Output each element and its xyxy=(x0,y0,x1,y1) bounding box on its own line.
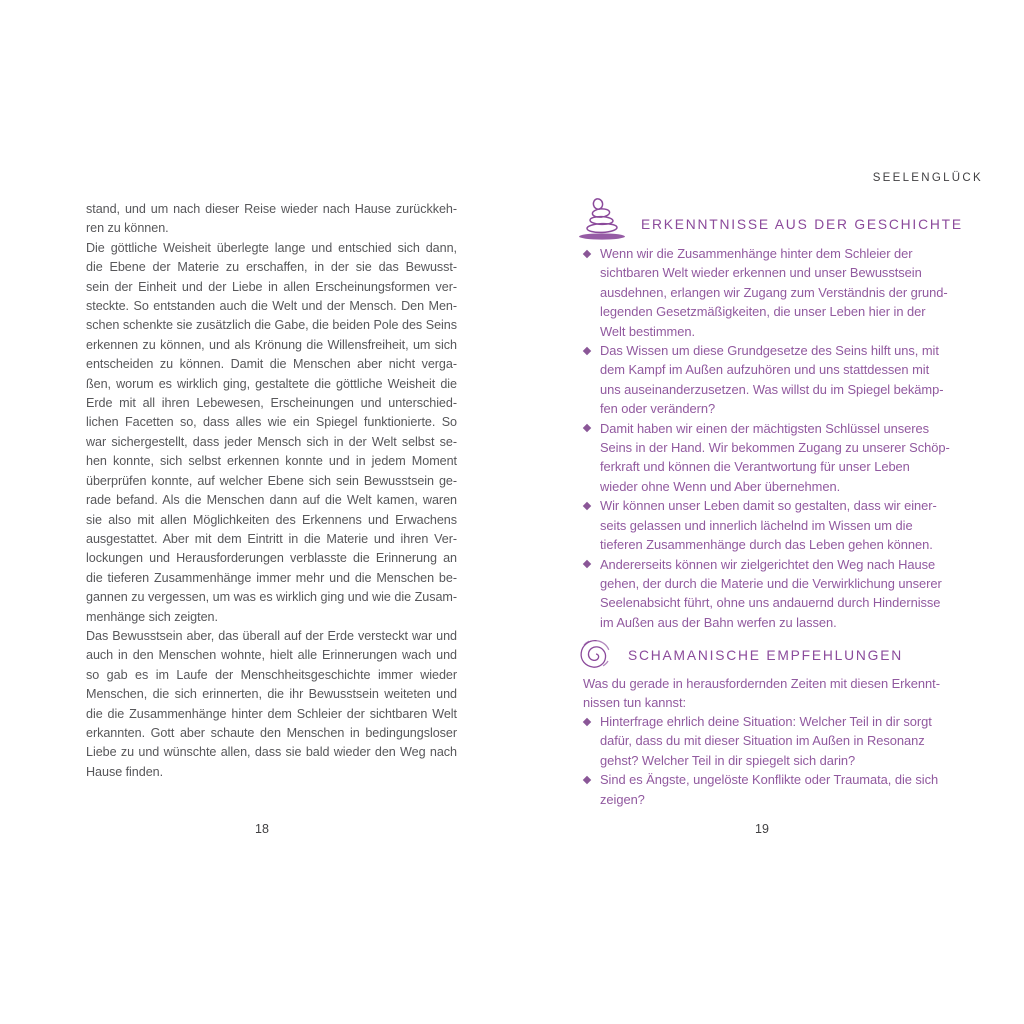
bullet-diamond-icon xyxy=(583,341,600,419)
text-line: Menschen, die sich erinnerten, die ihr Bewusstsein weiteten und xyxy=(86,687,457,702)
text-line: Seelenabsicht führt, ohne uns andauernd durch Hindernisse xyxy=(600,595,941,611)
section-heading-erkenntnisse xyxy=(577,200,963,238)
text-line: sichtbaren Welt wieder erkennen und unser Bewusstsein xyxy=(600,265,922,281)
text-line: Die göttliche Weisheit überlegte lange und entschied sich dann, xyxy=(86,240,457,255)
text-line: Wenn wir die Zusammenhänge hinter dem Schleier der xyxy=(600,246,913,261)
bullet-text xyxy=(600,770,939,809)
text-line: lichen Facetten so, dass alles wie ein Spiegel funktionierte. So xyxy=(86,415,457,430)
text-line: dafür, dass du mit dieser Situation im Außen in Resonanz xyxy=(600,733,925,749)
text-line: entscheiden zu können. Damit die Menschen aber nicht verga- xyxy=(86,357,457,372)
bullet-text xyxy=(600,244,948,341)
text-line: Erde mit all ihren Lebewesen, Erscheinungen und unterschied- xyxy=(86,396,457,411)
text-line: erkannten. Gott aber schaute den Menschen in bedingungsloser xyxy=(86,725,457,740)
bullet-diamond-icon xyxy=(583,419,600,497)
text-line: tieferen Zusammenhänge durch das Leben gehen können. xyxy=(600,537,933,553)
left-page-body-text xyxy=(86,200,457,782)
bullet-item xyxy=(583,341,944,419)
text-line: Damit haben wir einen der mächtigsten Schlüssel unseres xyxy=(600,420,929,436)
text-line: Liebe zu und wünschte allen, dass sie bald wieder den Weg nach xyxy=(86,745,457,760)
text-line: ren zu können. xyxy=(86,221,169,236)
text-line: Das Wissen um diese Grundgesetze des Seins hilft uns, mit xyxy=(600,343,939,359)
text-line: legenden Gesetzmäßigkeiten, die unser Leben hier in der xyxy=(600,304,926,320)
text-line: die tieferen Zusammenhänge immer mehr und die Menschen be- xyxy=(86,570,457,585)
text-line: war sichergestellt, dass jeder Mensch sich in der Welt selbst se- xyxy=(86,434,457,449)
bullet-item xyxy=(583,555,942,633)
text-line: Hause finden. xyxy=(86,764,164,779)
bullet-text xyxy=(600,341,943,419)
text-line: ausgestattet. Aber mit dem Eintritt in die Materie und ihren Ver- xyxy=(86,531,457,546)
text-line: überprüfen konnte, auf welcher Ebene sich sein Bewusstsein ge- xyxy=(86,473,457,488)
text-line: stand, und um nach dieser Reise wieder nach Hause zurückkeh- xyxy=(86,202,457,216)
spiral-shell-icon xyxy=(578,636,614,672)
bullet-item xyxy=(583,496,939,554)
bullet-item xyxy=(583,712,939,770)
text-line: Hinterfrage ehrlich deine Situation: Welcher Teil in dir sorgt xyxy=(600,714,932,729)
page-number-left: 18 xyxy=(255,822,269,836)
text-line: nissen tun kannst: xyxy=(583,695,687,711)
text-line: Seins in der Hand. Wir bekommen Zugang zu unserer Schöp- xyxy=(600,440,950,456)
running-head: SEELENGLÜCK xyxy=(872,172,983,184)
schamanische-intro-text xyxy=(583,674,939,713)
text-line: ausdehnen, erlangen wir Zugang zum Verständnis der grund- xyxy=(600,284,948,300)
text-line: die Ebene der Materie zu erschaffen, in der sie das Bewusst- xyxy=(86,260,457,275)
text-line: sie also mit allen Möglichkeiten des Erkennens und Erwachens xyxy=(86,512,457,527)
text-line: Andererseits können wir zielgerichtet den Weg nach Hause xyxy=(600,556,936,572)
text-line: Welt bestimmen. xyxy=(600,323,696,339)
text-line: dem Kampf im Außen aufzuhören und uns stattdessen mit xyxy=(600,362,930,378)
text-line: gannen zu vergessen, um was es wirklich ging und wie die Zusam- xyxy=(86,590,457,605)
bullet-diamond-icon xyxy=(583,555,600,633)
erkenntnisse-bullet-list xyxy=(583,244,950,632)
text-line: zeigen? xyxy=(600,791,645,807)
bullet-text xyxy=(600,712,939,770)
bullet-item xyxy=(583,770,939,809)
text-line: menhänge sich zeigten. xyxy=(86,609,218,624)
text-line: Wir können unser Leben damit so gestalten, dass wir einer- xyxy=(600,498,937,514)
text-line: schen schenkte sie zusätzlich die Gabe, die beiden Pole des Seins xyxy=(86,318,457,333)
text-line: erkennen zu können, und als Krönung die Willensfreiheit, um sich xyxy=(86,337,457,352)
bullet-text xyxy=(600,555,942,633)
bullet-diamond-icon xyxy=(583,244,600,341)
text-line: Was du gerade in herausfordernden Zeiten mit diesen Erkennt- xyxy=(583,676,940,691)
text-line: fen oder verändern? xyxy=(600,401,716,417)
bullet-text xyxy=(600,496,939,554)
text-line: im Außen aus der Bahn werfen zu lassen. xyxy=(600,614,837,630)
text-line: Sind es Ängste, ungelöste Konflikte oder Traumata, die sich xyxy=(600,772,939,788)
bullet-item xyxy=(583,419,950,497)
stone-cairn-icon xyxy=(577,197,627,241)
text-line: ßen, worum es wirklich ging, gestaltete die göttliche Weisheit die xyxy=(86,376,457,391)
text-line: uns auseinanderzusetzen. Was willst du im Spiegel bekämp- xyxy=(600,381,944,397)
text-line: wieder ohne Wenn und Aber übernehmen. xyxy=(600,478,841,494)
section-title: SCHAMANISCHE EMPFEHLUNGEN xyxy=(628,647,903,663)
text-line: ferkraft und können die Verantwortung für unser Leben xyxy=(600,459,910,475)
text-line: hen konnte, sich selbst erkennen konnte und in jedem Moment xyxy=(86,454,457,469)
text-line: sein der Einheit und der Liebe in allen Erscheinungsformen ver- xyxy=(86,279,457,294)
text-line: so gab es im Laufe der Menschheitsgeschichte immer wieder xyxy=(86,667,457,682)
page-number-right: 19 xyxy=(755,822,769,836)
text-line: seits gelassen und innerlich lächelnd im Wissen um die xyxy=(600,517,913,533)
bullet-item xyxy=(583,244,948,341)
bullet-diamond-icon xyxy=(583,770,600,809)
section-heading-schamanische xyxy=(578,636,903,672)
text-line: Das Bewusstsein aber, das überall auf der Erde versteckt war und xyxy=(86,628,457,643)
text-line: steckte. So entstanden auch die Welt und der Mensch. Den Men- xyxy=(86,299,457,314)
text-line: gehst? Welcher Teil in dir spiegelt sich darin? xyxy=(600,752,856,768)
text-line: lockungen und Herausforderungen verblasste die Erinnerung an xyxy=(86,551,457,566)
bullet-diamond-icon xyxy=(583,496,600,554)
bullet-diamond-icon xyxy=(583,712,600,770)
text-line: die die Zusammenhänge hinter dem Schleier der sichtbaren Welt xyxy=(86,706,457,721)
section-title: ERKENNTNISSE AUS DER GESCHICHTE xyxy=(641,216,963,232)
schamanische-bullet-list xyxy=(583,712,939,809)
bullet-text xyxy=(600,419,950,497)
text-line: auch in den Menschen wohnte, hielt alle Erinnerungen wach und xyxy=(86,648,457,663)
text-line: rade befand. Als die Menschen dann auf die Welt kamen, waren xyxy=(86,493,457,508)
text-line: gehen, der durch die Materie und die Verwirklichung unserer xyxy=(600,575,942,591)
